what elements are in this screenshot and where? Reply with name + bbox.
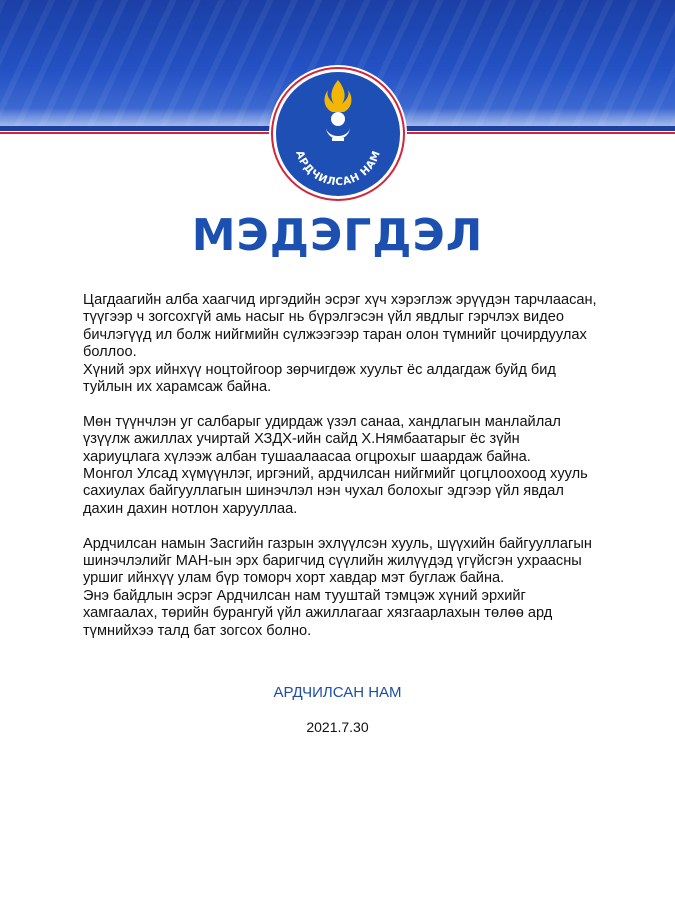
text-line: Цагдаагийн алба хаагчид иргэдийн эсрэг хүч хэрэглэж эрүүдэн тарчлаасан, — [83, 292, 597, 308]
bar-icon — [332, 138, 344, 141]
text-line: Монгол Улсад хүмүүнлэг, иргэний, ардчилсан нийгмийг цогцлоохоод хууль — [83, 466, 588, 483]
page-title: МЭДЭГДЭЛ — [191, 210, 484, 261]
text-line: хамгаалах, төрийн бурангуй үйл ажиллагааг хязгаарлахын төлөө ард — [83, 605, 553, 622]
header-redline-left — [0, 132, 272, 134]
date: 2021.7.30 — [306, 719, 369, 735]
text-line: дахин дахин нотлон харууллаа. — [83, 500, 298, 517]
sun-icon — [331, 112, 345, 126]
text-line: Энэ байдлын эсрэг Ардчилсан нам тууштай тэмцэж хүний эрхийг — [83, 587, 526, 604]
party-logo — [268, 64, 408, 204]
logo-text: АРДЧИЛСАН НАМ — [293, 148, 383, 189]
text-line: Хүний эрх ийнхүү ноцтойгоор зөрчигдөж хуульт ёс алдагдаж буйд бид — [83, 361, 556, 378]
paragraph-3 — [83, 536, 628, 640]
text-line: уршиг ийнхүү улам бүр томорч хорт хавдар мэт буглаж байна. — [83, 570, 505, 587]
text-line: Ардчилсан намын Засгийн газрын эхлүүлсэн хууль, шүүхийн байгууллагын — [83, 535, 592, 552]
text-line: үзүүлж ажиллах учиртай ХЗДХ-ийн сайд Х.Нямбаатарыг ёс зүйн — [83, 431, 520, 448]
text-line: сахиулах байгууллагын шинэчлэл нэн чухал болохыг эдгээр үйл явдал — [83, 483, 564, 500]
text-line: хариуцлага хүлээж албан тушаалаасаа огцрохыг шаардаж байна. — [83, 448, 531, 465]
signature: АРДЧИЛСАН НАМ — [273, 684, 402, 701]
paragraph-2 — [83, 414, 628, 518]
header-line-right — [404, 126, 675, 131]
text-line: түмнийхээ талд бат зогсох болно. — [83, 622, 312, 639]
text-line: туйлын их харамсаж байна. — [83, 379, 272, 396]
statement-body — [83, 292, 628, 657]
header-redline-right — [404, 132, 675, 134]
text-line: боллоо. — [83, 344, 137, 361]
text-line: түүгээр ч зогсохгүй амь насыг нь бүрэлгэсэн үйл явдлыг гэрчлэх видео — [83, 309, 564, 326]
text-line: бичлэгүүд ил болж нийгмийн сүлжээгээр таран олон түмнийг цочирдуулах — [83, 326, 587, 343]
text-line: шинэчлэлийг МАН-ын эрх баригчид сүүлийн жилүүдэд үгүйсгэн ухраасны — [83, 553, 582, 570]
text-line: Мөн түүнчлэн уг салбарыг удирдаж үзэл санаа, хандлагын манлайлал — [83, 413, 561, 430]
header-line-left — [0, 126, 272, 131]
paragraph-1 — [83, 292, 628, 396]
